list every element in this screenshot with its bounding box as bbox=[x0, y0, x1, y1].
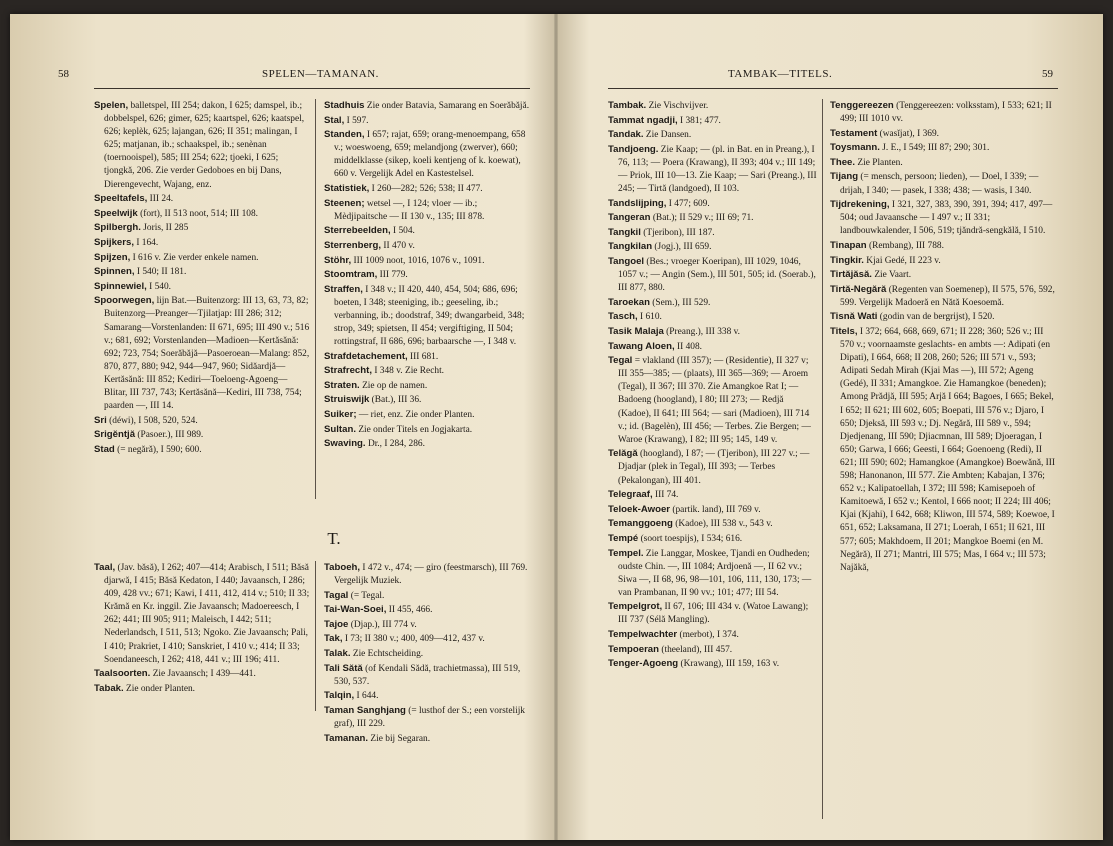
index-entry bbox=[324, 379, 530, 393]
index-references: III 74. bbox=[654, 490, 679, 501]
index-headword: Sri bbox=[94, 414, 107, 426]
index-entry bbox=[830, 141, 1058, 155]
index-headword: Telegraaf, bbox=[608, 489, 653, 501]
index-headword: Sultan. bbox=[324, 423, 356, 435]
index-headword: Stad bbox=[94, 443, 115, 455]
index-references: Zie Javaansch; I 439—441. bbox=[152, 669, 256, 680]
index-headword: Tangkilan bbox=[608, 241, 653, 253]
index-headword: Tirtăjăsă. bbox=[830, 269, 872, 281]
index-entry bbox=[608, 503, 818, 517]
index-references: (theeland), III 457. bbox=[661, 644, 733, 655]
index-references: (of Kendali Sădă, trachietmassa), III 519, 530, 537. bbox=[334, 663, 521, 687]
index-headword: Speeltafels, bbox=[94, 193, 148, 205]
index-headword: Tirtă-Negără bbox=[830, 283, 887, 295]
left-page bbox=[10, 14, 554, 840]
index-headword: Suiker; bbox=[324, 409, 357, 421]
index-references: III 681. bbox=[410, 351, 439, 362]
index-headword: Tak, bbox=[324, 633, 343, 645]
index-references: Zie Langgar, Moskee, Tjandi en Oudheden; oudste Chin. —, III 1084; Ardjoenă —, II 62 vv.; Siwa —, II 68, 96, 98—101, 106, 111, 130, 173; — van Prambanan, II 90 vv.; 101; 477; III 54. bbox=[618, 548, 812, 598]
section-letter: T. bbox=[327, 529, 341, 548]
index-entry bbox=[94, 265, 310, 279]
index-headword: Spinnewiel, bbox=[94, 280, 147, 292]
index-references: Dr., I 284, 286. bbox=[367, 439, 425, 450]
index-headword: Tenger-Agoeng bbox=[608, 658, 679, 670]
index-entry bbox=[324, 632, 530, 646]
index-references: — riet, enz. Zie onder Planten. bbox=[358, 410, 475, 421]
index-entry bbox=[830, 254, 1058, 268]
index-headword: Sterrebeelden, bbox=[324, 225, 391, 237]
index-headword: Taboeh, bbox=[324, 562, 361, 573]
index-entry bbox=[324, 689, 530, 703]
index-entry bbox=[608, 354, 818, 447]
index-headword: Talqin, bbox=[324, 690, 355, 702]
index-references: I 348 v. Zie Recht. bbox=[374, 366, 445, 377]
index-references: (= lusthof der S.; een vorstelijk graf), III 229. bbox=[334, 705, 525, 730]
index-entry bbox=[608, 226, 818, 240]
index-entry bbox=[608, 197, 818, 211]
index-references: (Krawang), III 159, 163 v. bbox=[680, 659, 780, 670]
index-entry bbox=[608, 99, 818, 113]
index-entry bbox=[608, 547, 818, 600]
index-headword: Stöhr, bbox=[324, 254, 352, 266]
index-headword: Tandslijping, bbox=[608, 197, 667, 209]
index-headword: Spoorwegen, bbox=[94, 295, 155, 307]
left-column-4 bbox=[324, 561, 530, 831]
right-column-2 bbox=[830, 99, 1058, 829]
left-page-number: 58 bbox=[58, 68, 69, 80]
index-headword: Steenen; bbox=[324, 197, 365, 209]
index-headword: Spelen, bbox=[94, 100, 129, 111]
index-entry bbox=[324, 561, 530, 588]
index-entry bbox=[830, 325, 1058, 575]
index-headword: Tai-Wan-Soei, bbox=[324, 604, 387, 616]
index-references: (Rembang), III 788. bbox=[868, 240, 944, 251]
index-references: I 657; rajat, 659; orang-menoempang, 658 v.; woeswoeng, 659; melandjong (zwerver), 660; middelklasse (sikep, koeli kentjeng of k. koewat), 660 v. Vergelijk Adel en Kastestelsel. bbox=[334, 130, 526, 180]
index-entry bbox=[94, 221, 310, 235]
index-headword: Tagal bbox=[324, 589, 349, 601]
index-entry bbox=[830, 239, 1058, 253]
index-entry bbox=[324, 99, 530, 113]
index-headword: Tangkil bbox=[608, 226, 641, 238]
index-headword: Tambak. bbox=[608, 100, 647, 111]
index-references: I 260—282; 526; 538; II 477. bbox=[371, 184, 483, 195]
index-references: I 597. bbox=[346, 115, 369, 126]
index-entry bbox=[324, 182, 530, 196]
right-page-number: 59 bbox=[1042, 68, 1053, 80]
index-references: (Jogj.), III 659. bbox=[654, 242, 712, 253]
index-references: (= negărǎ), I 590; 600. bbox=[117, 444, 202, 455]
index-entry bbox=[324, 704, 530, 731]
index-headword: Srigĕntjă bbox=[94, 429, 136, 441]
index-headword: Tempoeran bbox=[608, 643, 659, 655]
index-entry bbox=[94, 280, 310, 294]
index-references: Zie bij Segaran. bbox=[370, 733, 431, 744]
index-references: (merbot), I 374. bbox=[679, 630, 739, 641]
index-headword: Talak. bbox=[324, 648, 351, 660]
index-references: (Djap.), III 774 v. bbox=[350, 619, 417, 630]
index-headword: Temanggoeng bbox=[608, 518, 673, 530]
index-entry bbox=[94, 207, 310, 221]
index-headword: Tegal bbox=[608, 355, 633, 367]
index-headword: Struiswijk bbox=[324, 394, 370, 406]
left-column-divider-bottom bbox=[315, 561, 316, 711]
index-references: Zie onder Batavia, Samarang en Soerăbăjă. bbox=[366, 101, 530, 111]
index-references: (Bes.; vroeger Koeripan), III 1029, 1046, 1057 v.; — Angin (Sem.), III 501, 505; id. (Soerab.), III 877, 880. bbox=[618, 257, 816, 294]
index-entry bbox=[608, 114, 818, 128]
right-column-divider bbox=[822, 99, 823, 819]
index-references: I 477; 609. bbox=[668, 198, 710, 209]
index-entry bbox=[324, 423, 530, 437]
left-column-3 bbox=[94, 561, 310, 831]
index-references: I 616 v. Zie verder enkele namen. bbox=[132, 252, 259, 263]
index-references: lijn Bat.—Buitenzorg: III 13, 63, 73, 82; Buitenzorg—Preanger—Tjilatjap: III 286; 312; Samarang—Vorstenlanden: II 671, 695; III 490 v.; 516 v.; 681, 692; Vorstenlanden—Madioen—Kertăsănă: 692; 723, 754; Soerăbăjă—Pasoeroean—Malang: 852, 870, 877, 880; 942, 944—947, 960; Sidăardjă—Kertăsănă: III 852; Kediri—Toeloeng-Agoeng—Blitar, III 737, 743; Kertăsănă—Kediri, III 738, 754; paarden —, III 14. bbox=[104, 296, 310, 412]
index-headword: Tenggereezen bbox=[830, 100, 894, 111]
index-entry bbox=[608, 340, 818, 354]
index-entry bbox=[94, 251, 310, 265]
index-references: Zie Planten. bbox=[857, 157, 903, 168]
index-entry bbox=[830, 198, 1058, 238]
index-headword: Tijdrekening, bbox=[830, 199, 890, 211]
index-entry bbox=[608, 211, 818, 225]
index-references: I 504. bbox=[393, 226, 415, 237]
index-entry bbox=[830, 283, 1058, 310]
index-entry bbox=[608, 128, 818, 142]
index-references: (Sem.), III 529. bbox=[652, 297, 711, 308]
index-references: II 455, 466. bbox=[388, 605, 433, 616]
index-headword: Statistiek, bbox=[324, 183, 370, 195]
index-entry bbox=[324, 408, 530, 422]
index-references: I 73; II 380 v.; 400, 409—412, 437 v. bbox=[344, 634, 485, 645]
right-header-rule bbox=[608, 88, 1058, 89]
index-references: (Jav. băsă), I 262; 407—414; Arabisch, I 511; Băsă djarwă, I 415; Băsă Kedaton, I 440; Javaansch, I 286; 409, 428 vv.; 671; Kawi, I 411, 412, 414 v.; 510; II 33; Krămă en Kr. inggil. Zie Javaansch; Madoereesch, I 262; 441; III 905; 911; Maleisch, I 442; 511; Nederlandsch, I 511, 513; Ngoko. Zie Javaansch; Pali, I 410; Prakriet, I 410; Sanskriet, I 410 v.; 414; II 33; Soendaneesch, I 262; 418, 441 v.; III 196; 411. bbox=[104, 563, 310, 665]
index-entry bbox=[608, 600, 818, 627]
index-entry bbox=[830, 127, 1058, 141]
index-entry bbox=[94, 236, 310, 250]
index-entry bbox=[830, 99, 1058, 126]
index-references: J. E., I 549; III 87; 290; 301. bbox=[882, 143, 990, 154]
index-references: Zie Kaap; — (pl. in Bat. en in Preang.), I 76, 113; — Poera (Krawang), II 393; 404 v.; III 149; — Priok, III 10—13. Zie Kaap; — Sari (Preang.), III 245; — Tirtă (landgoed), II 103. bbox=[618, 144, 817, 195]
index-headword: Straten. bbox=[324, 379, 360, 391]
index-references: I 644. bbox=[356, 691, 379, 702]
index-references: Zie onder Titels en Jogjakarta. bbox=[358, 424, 473, 435]
index-references: III 1009 noot, 1016, 1076 v., 1091. bbox=[353, 255, 485, 266]
index-entry bbox=[324, 128, 530, 181]
index-references: II 67, 106; III 434 v. (Watoe Lawang); III 737 (Sélă Mangling). bbox=[618, 602, 809, 626]
index-headword: Taroekan bbox=[608, 296, 650, 308]
index-references: Zie Vischvijver. bbox=[648, 101, 709, 111]
index-references: I 540; II 181. bbox=[136, 267, 187, 278]
index-headword: Titels, bbox=[830, 326, 858, 337]
left-running-head: SPELEN—TAMANAN. bbox=[262, 68, 379, 80]
index-headword: Spilbergh. bbox=[94, 222, 141, 234]
index-headword: Strafrecht, bbox=[324, 365, 372, 377]
index-entry bbox=[608, 325, 818, 339]
left-column-divider-top bbox=[315, 99, 316, 499]
index-references: wetsel —, I 124; vloer — ib.; Mèdjipaitsche — II 130 v., 135; III 878. bbox=[334, 198, 485, 222]
index-entry bbox=[608, 488, 818, 502]
index-entry bbox=[324, 114, 530, 128]
index-headword: Tempel. bbox=[608, 547, 644, 559]
index-references: (hoogland), I 87; — (Tjeribon), III 227 v.; — Djadjar (plek in Tegal), III 393; — Terbes (Pekalongan), III 401. bbox=[618, 449, 810, 486]
index-headword: Sterrenberg, bbox=[324, 239, 382, 251]
index-headword: Straffen, bbox=[324, 283, 363, 295]
index-headword: Tandak. bbox=[608, 129, 644, 141]
index-references: (déwi), I 508, 520, 524. bbox=[109, 415, 198, 426]
index-entry bbox=[324, 732, 530, 746]
index-references: (godin van de bergrijst), I 520. bbox=[879, 312, 995, 323]
index-references: Kjai Gedé, II 223 v. bbox=[866, 255, 941, 266]
index-entry bbox=[94, 192, 310, 206]
index-references: I 372; 664, 668, 669, 671; II 228; 360; 526 v.; III 570 v.; voornaamste geslachts- en ambts —: Adipati (en Dipati), I 664, 668; II 208, 260; 526; III 571 v., 593; Adipati Sedah Mirah (Kjai Mas —), III 572; Ageng (Gedé), II 331; Amangkoe. Zie Hamangkoe (beneden); Among Prădjă, III 595; Arjă I 664; Bagoes, I 665; Bekel, I 652; II 621; III 602, 605; Boepati, III 576 v.; Djaro, I 650; Djeksă, III 593 v.; Dj. Negără, III 589 v., 594; Djedjenang, III 590; Djiacmnan, III 589; Djoeragan, I 650; Garwa, I 666; Geesti, I 664; Goenoeng (Redi), II 621; III 590; 602; Hamangkoe (Amangkoe) Boewănă, III 598; Hanonanon, III 577. Zie Ambten; Kabajan, I 376; 652 v.; Kalipatoellah, I 372; III 598; Kamisepoeh of Kamitoewă, I 652 v.; Kentol, I 666 noot; II 224; III 406; Kjai (Kjahi), I 642, 668; Kliwon, III 574, 589; Koewoe, I 651, 652; Laksamana, II 271; Loerah, I 651; II 621, III 577; 605; Makhdoem, II 201; Mangkoe Boemi (en M. Negără), II 271; Mantri, III 575; Mas, I 664 v.; III 573; Najăkă, bbox=[840, 327, 1056, 573]
index-references: I 348 v.; II 420, 440, 454, 504; 686, 696; boeten, I 348; steeniging, ib.; geeseling, ib.; verbanning, ib.; doodstraf, 349; dwangarbeid, 348; strop, 349; spietsen, II 454; vergiftiging, II 504; rottingstraf, II 686, 696; barbaarsche —, I 348 v. bbox=[334, 284, 525, 348]
index-entry bbox=[324, 662, 530, 689]
index-references: II 408. bbox=[676, 341, 702, 352]
index-headword: Testament bbox=[830, 127, 878, 139]
index-headword: Tempé bbox=[608, 532, 639, 544]
book-spread bbox=[10, 14, 1103, 840]
index-entry bbox=[324, 283, 530, 349]
index-headword: Tandjoeng. bbox=[608, 143, 659, 155]
index-entry bbox=[608, 240, 818, 254]
index-entry bbox=[324, 364, 530, 378]
index-entry bbox=[324, 197, 530, 224]
index-references: I 472 v., 474; — giro (feestmarsch), III 769. Vergelijk Muziek. bbox=[334, 563, 528, 587]
index-references: II 470 v. bbox=[383, 240, 415, 251]
index-entry bbox=[830, 310, 1058, 324]
index-entry bbox=[94, 294, 310, 413]
index-headword: Tabak. bbox=[94, 682, 124, 694]
index-references: (wasĭjat), I 369. bbox=[879, 128, 939, 139]
index-references: III 779. bbox=[379, 270, 408, 281]
left-header-rule bbox=[94, 88, 530, 89]
index-references: (= mensch, persoon; lieden), — Doel, I 339; — drijah, I 340; — pasek, I 338; 438; — wasis, I 340. bbox=[840, 172, 1039, 196]
index-headword: Teloek-Awoer bbox=[608, 503, 671, 515]
index-headword: Tamanan. bbox=[324, 732, 369, 744]
index-references: (Pasoer.), III 989. bbox=[137, 430, 204, 441]
index-headword: Tasch, bbox=[608, 311, 638, 323]
index-headword: Stoomtram, bbox=[324, 269, 378, 281]
index-headword: Swaving. bbox=[324, 438, 366, 450]
index-references: Joris, II 285 bbox=[143, 223, 189, 234]
index-headword: Tangoel bbox=[608, 256, 645, 268]
index-references: Zie Vaart. bbox=[874, 270, 912, 281]
index-references: Zie op de namen. bbox=[362, 380, 428, 391]
index-entry bbox=[324, 437, 530, 451]
right-page bbox=[558, 14, 1103, 840]
index-headword: Tammat ngadji, bbox=[608, 114, 678, 126]
index-references: I 321, 327, 383, 390, 391, 394; 417, 497—504; oud Javaansche — I 497 v.; II 331; landbouwkalender, I 506, 519; tjăndră-sengkălă, I 510. bbox=[840, 200, 1053, 237]
index-entry bbox=[324, 647, 530, 661]
index-headword: Spinnen, bbox=[94, 266, 135, 278]
right-running-head: TAMBAK—TITELS. bbox=[728, 68, 833, 80]
index-headword: Taman Sanghjang bbox=[324, 704, 406, 716]
index-references: (Tenggereezen: volksstam), I 533; 621; II 499; III 1010 vv. bbox=[840, 101, 1052, 125]
index-entry bbox=[608, 628, 818, 642]
index-references: (Bat.), III 36. bbox=[371, 395, 422, 406]
index-references: (= Tegal. bbox=[350, 590, 385, 601]
index-references: balletspel, III 254; dakon, I 625; damspel, ib.; dobbelspel, 626; gimer, 625; kaartspel, 626; kaatspel, 626; keplèk, 625; lajangan, 626; II 351; malingan, I 625; matjanan, ib.; schaakspel, ib.; senènan (toernooispel), 585; III 254; 622; tjoeki, I 625; tjongkă, 206. Zie verder Gedoboes en bij Dans, Dierengevecht, Wajang, enz. bbox=[104, 101, 305, 190]
index-headword: Tempelgrot, bbox=[608, 601, 663, 613]
index-entry bbox=[830, 268, 1058, 282]
index-headword: Tasik Malaja bbox=[608, 326, 664, 337]
index-entry bbox=[324, 603, 530, 617]
left-column-1 bbox=[94, 99, 310, 521]
index-headword: Stadhuis bbox=[324, 100, 365, 111]
index-entry bbox=[324, 589, 530, 603]
index-entry bbox=[324, 350, 530, 364]
index-entry bbox=[94, 561, 310, 667]
index-entry bbox=[324, 254, 530, 268]
index-references: (Preang.), III 338 v. bbox=[666, 327, 741, 337]
index-references: III 24. bbox=[149, 194, 174, 205]
index-references: I 610. bbox=[640, 312, 662, 323]
index-entry bbox=[94, 414, 310, 428]
right-column-1 bbox=[608, 99, 818, 829]
index-headword: Taal, bbox=[94, 562, 116, 573]
index-references: (partik. land), III 769 v. bbox=[672, 504, 761, 515]
left-column-2 bbox=[324, 99, 530, 521]
index-headword: Speelwijk bbox=[94, 207, 138, 219]
index-entry bbox=[324, 393, 530, 407]
index-entry bbox=[324, 268, 530, 282]
index-entry bbox=[94, 428, 310, 442]
index-entry bbox=[608, 643, 818, 657]
index-entry bbox=[608, 296, 818, 310]
index-references: (fort), II 513 noot, 514; III 108. bbox=[140, 208, 259, 219]
index-headword: Standen, bbox=[324, 129, 365, 141]
index-headword: Tajoe bbox=[324, 618, 349, 630]
index-entry bbox=[608, 517, 818, 531]
index-entry bbox=[324, 618, 530, 632]
index-entry bbox=[830, 170, 1058, 197]
index-entry bbox=[608, 310, 818, 324]
index-references: I 381; 477. bbox=[680, 115, 721, 126]
index-headword: Tijang bbox=[830, 171, 859, 183]
index-headword: Spijzen, bbox=[94, 251, 131, 263]
index-references: (Tjeribon), III 187. bbox=[643, 227, 715, 238]
index-references: Zie Echtscheiding. bbox=[352, 649, 424, 660]
index-references: (soort toespijs), I 534; 616. bbox=[640, 533, 743, 544]
index-entry bbox=[608, 657, 818, 671]
index-entry bbox=[608, 532, 818, 546]
index-entry bbox=[94, 99, 310, 192]
index-headword: Spijkers, bbox=[94, 236, 134, 248]
index-headword: Tawang Aloen, bbox=[608, 340, 675, 352]
index-headword: Tangeran bbox=[608, 212, 651, 224]
index-headword: Tinapan bbox=[830, 239, 867, 251]
index-entry bbox=[94, 443, 310, 457]
index-entry bbox=[608, 255, 818, 295]
index-headword: Stal, bbox=[324, 114, 345, 126]
index-references: (Kadoe), III 538 v., 543 v. bbox=[675, 519, 773, 530]
index-references: (Regenten van Soemenep), II 575, 576, 592, 599. Vergelijk Madoeră en Nătă Koesoemă. bbox=[840, 284, 1055, 308]
index-references: Zie Dansen. bbox=[645, 130, 692, 141]
index-entry bbox=[830, 156, 1058, 170]
index-entry bbox=[608, 447, 818, 487]
index-entry bbox=[324, 224, 530, 238]
index-references: Zie onder Planten. bbox=[126, 683, 196, 694]
index-references: (Bat.); II 529 v.; III 69; 71. bbox=[652, 213, 754, 224]
index-entry bbox=[94, 682, 310, 696]
index-references: = vlakland (III 357); — (Residentie), II 327 v; III 355—385; — (plaats), III 365—369; — Aroem (Tegal), II 367; III 370. Zie Amangkoe Rat I; — Badoeng (hoogland), I 80; III 273; — Redjă (Kadoe), II 641; III 564; — sari (Madioen), III 714 v.; id. (Bagelèn), III 456; — Terbes. Zie Bergen; — Waroe (Krawang), I 82; III 95; 145, 149 v. bbox=[618, 356, 811, 445]
index-entry bbox=[608, 143, 818, 196]
index-headword: Tingkir. bbox=[830, 254, 864, 266]
index-headword: Telăgă bbox=[608, 448, 638, 460]
index-headword: Tali Sătă bbox=[324, 662, 363, 674]
index-headword: Taalsoorten. bbox=[94, 668, 151, 680]
index-headword: Thee. bbox=[830, 156, 856, 168]
index-entry bbox=[324, 239, 530, 253]
index-references: I 540. bbox=[149, 281, 171, 292]
index-headword: Tisnă Wati bbox=[830, 311, 878, 323]
index-headword: Toysmann. bbox=[830, 142, 880, 154]
index-headword: Tempelwachter bbox=[608, 629, 678, 641]
index-references: I 164. bbox=[136, 237, 159, 248]
index-headword: Strafdetachement, bbox=[324, 350, 408, 362]
index-entry bbox=[94, 667, 310, 681]
